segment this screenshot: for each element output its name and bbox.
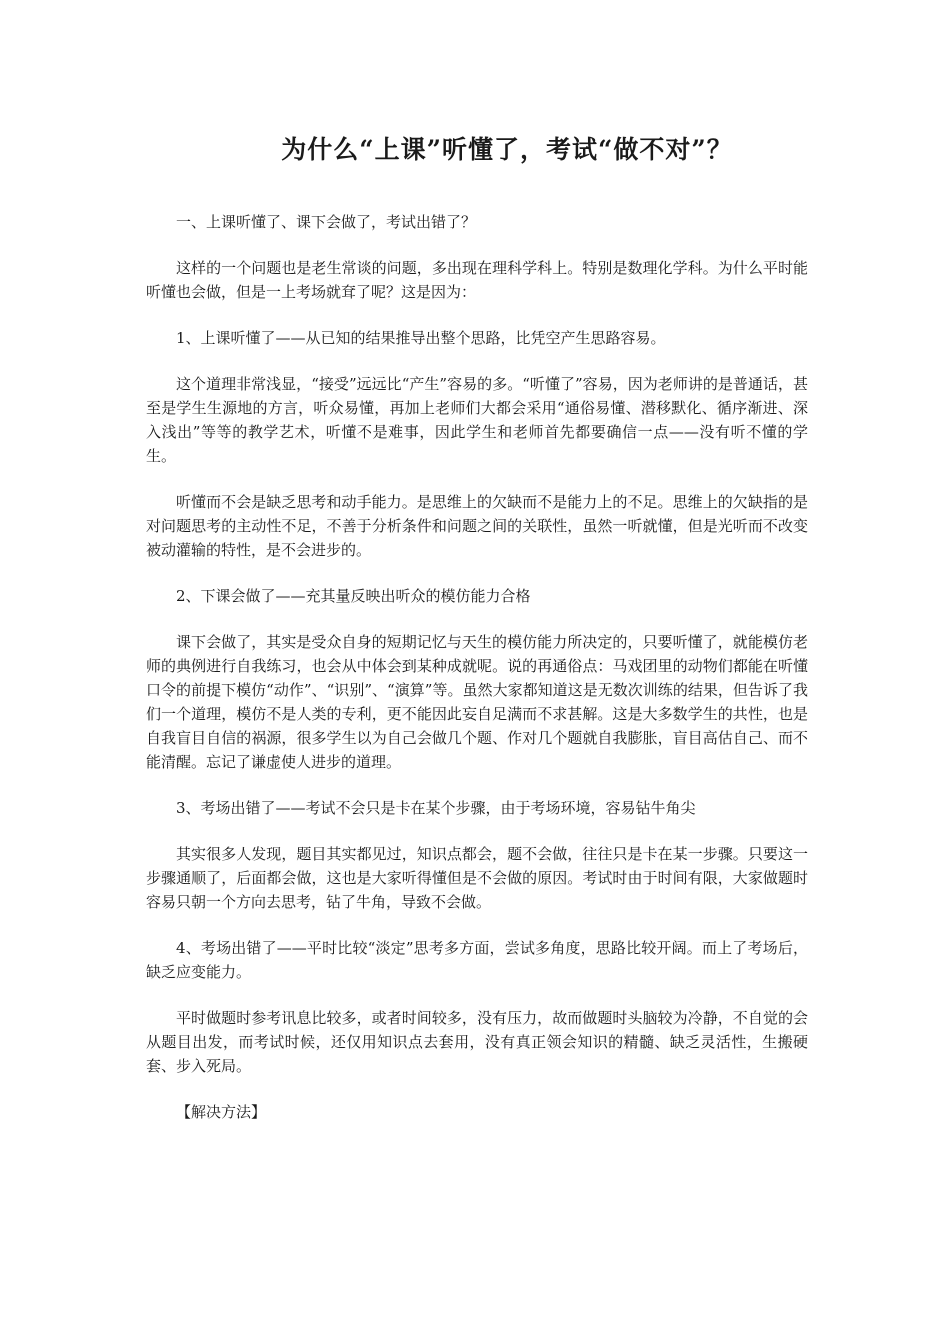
document-title: 为什么“上课”听懂了，考试“做不对”？	[281, 135, 733, 164]
section-heading: 一、上课听懂了、课下会做了，考试出错了？	[176, 213, 477, 231]
solution-heading: 【解决方法】	[176, 1103, 267, 1121]
body-paragraph: 平时做题时参考讯息比较多，或者时间较多，没有压力，故而做题时头脑较为冷静，不自觉的会从题目出发，而考试时候，还仅用知识点去套用，没有真正领会知识的精髓、缺乏灵活性，生搬硬套、步入死局。	[146, 1009, 808, 1075]
body-paragraph: 其实很多人发现，题目其实都见过，知识点都会，题不会做，往往只是卡在某一步骤。只要这一步骤通顺了，后面都会做，这也是大家听得懂但是不会做的原因。考试时由于时间有限，大家做题时容易只朝一个方向去思考，钻了牛角，导致不会做。	[146, 845, 808, 911]
document-page	[146, 120, 808, 1146]
body-paragraph: 这样的一个问题也是老生常谈的问题，多出现在理科学科上。特别是数理化学科。为什么平时能听懂也会做，但是一上考场就耷了呢？这是因为：	[146, 259, 808, 301]
body-paragraph: 听懂而不会是缺乏思考和动手能力。是思维上的欠缺而不是能力上的不足。思维上的欠缺指的是对问题思考的主动性不足，不善于分析条件和问题之间的关联性，虽然一听就懂，但是光听而不改变被动灌输的特性，是不会进步的。	[146, 493, 808, 559]
point-heading: 1、上课听懂了——从已知的结果推导出整个思路，比凭空产生思路容易。	[176, 329, 666, 347]
point-heading: 4、考场出错了——平时比较“淡定”思考多方面，尝试多角度，思路比较开阔。而上了考场后，缺乏应变能力。	[146, 939, 808, 981]
body-paragraph: 这个道理非常浅显，“接受”远远比“产生”容易的多。“听懂了”容易，因为老师讲的是普通话，甚至是学生生源地的方言，听众易懂，再加上老师们大都会采用“通俗易懂、潜移默化、循序渐进、深入浅出”等等的教学艺术，听懂不是难事，因此学生和老师首先都要确信一点——没有听不懂的学生。	[146, 375, 808, 465]
point-heading: 3、考场出错了——考试不会只是卡在某个步骤，由于考场环境，容易钻牛角尖	[176, 799, 696, 817]
body-paragraph: 课下会做了，其实是受众自身的短期记忆与天生的模仿能力所决定的，只要听懂了，就能模仿老师的典例进行自我练习，也会从中体会到某种成就呢。说的再通俗点：马戏团里的动物们都能在听懂口令的前提下模仿“动作”、“识别”、“演算”等。虽然大家都知道这是无数次训练的结果，但告诉了我们一个道理，模仿不是人类的专利，更不能因此妄自足满而不求甚解。这是大多数学生的共性，也是自我盲目自信的祸源，很多学生以为自己会做几个题、作对几个题就自我膨胀，盲目高估自己、而不能清醒。忘记了谦虚使人进步的道理。	[146, 633, 808, 771]
point-heading: 2、下课会做了——充其量反映出听众的模仿能力合格	[176, 587, 531, 605]
